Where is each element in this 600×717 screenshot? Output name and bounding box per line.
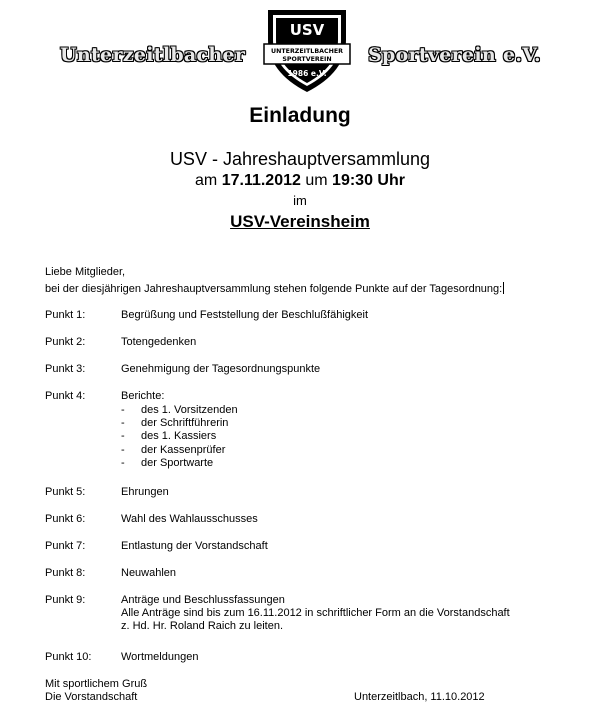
logo-year: 1986 e.V. xyxy=(287,69,327,78)
bullet-dash: - xyxy=(121,417,125,429)
agenda-label-7: Punkt 7: xyxy=(45,540,86,552)
club-name-left: Unterzeitlbacher xyxy=(60,44,246,66)
event-time: 19:30 xyxy=(332,172,373,189)
agenda-text-1: Begrüßung und Feststellung der Beschlußfähigkeit xyxy=(121,309,369,321)
logo-band-line2: SPORTVEREIN xyxy=(282,56,332,63)
im-word: im xyxy=(293,193,307,208)
agenda-text-3: Genehmigung der Tagesordnungspunkte xyxy=(121,363,321,375)
agenda-text-6: Wahl des Wahlausschusses xyxy=(121,513,258,525)
venue: USV-Vereinsheim xyxy=(230,212,370,231)
logo-top-text: USV xyxy=(289,21,325,39)
closing-signature: Die Vorstandschaft xyxy=(45,691,138,703)
place-and-date: Unterzeitlbach, 11.10.2012 xyxy=(354,691,485,703)
event-name: USV - Jahreshauptversammlung xyxy=(169,149,431,169)
agenda-label-1: Punkt 1: xyxy=(45,309,86,321)
bullet-dash: - xyxy=(121,457,125,469)
intro-line xyxy=(45,282,504,295)
event-date-line xyxy=(0,172,600,190)
agenda-label-9: Punkt 9: xyxy=(45,594,86,606)
letterhead xyxy=(0,0,600,100)
agenda-text-5: Ehrungen xyxy=(121,486,169,498)
agenda-text-2: Totengedenken xyxy=(121,336,197,348)
agenda-label-8: Punkt 8: xyxy=(45,567,86,579)
greeting: Liebe Mitglieder, xyxy=(45,266,126,278)
agenda-label-6: Punkt 6: xyxy=(45,513,86,525)
agenda-9-note-line2: z. Hd. Hr. Roland Raich zu leiten. xyxy=(121,620,284,632)
bullet-dash: - xyxy=(121,404,125,416)
uhr-word: Uhr xyxy=(377,172,405,189)
agenda-label-3: Punkt 3: xyxy=(45,363,86,375)
agenda-text-4: Berichte: xyxy=(121,390,165,402)
am-word: am xyxy=(195,172,218,189)
agenda-text-9: Anträge und Beschlussfassungen xyxy=(121,594,285,606)
closing-regards: Mit sportlichem Gruß xyxy=(45,678,148,690)
logo-band-line1: UNTERZEITLBACHER xyxy=(270,48,344,55)
bullet-dash: - xyxy=(121,430,125,442)
agenda-label-10: Punkt 10: xyxy=(45,651,92,663)
bullet-dash: - xyxy=(121,444,125,456)
agenda-label-4: Punkt 4: xyxy=(45,390,86,402)
club-name-right: Sportverein e.V. xyxy=(368,44,541,66)
agenda-label-5: Punkt 5: xyxy=(45,486,86,498)
document-title: Einladung xyxy=(249,104,351,127)
event-date: 17.11.2012 xyxy=(221,172,301,189)
text-cursor xyxy=(503,282,504,294)
usv-shield-logo xyxy=(262,6,352,94)
agenda-label-2: Punkt 2: xyxy=(45,336,86,348)
agenda-text-7: Entlastung der Vorstandschaft xyxy=(121,540,268,552)
agenda-text-8: Neuwahlen xyxy=(121,567,177,579)
agenda-9-note-line1: Alle Anträge sind bis zum 16.11.2012 in schriftlicher Form an die Vorstandschaft xyxy=(121,607,510,619)
intro-text: bei der diesjährigen Jahreshauptversammlung stehen folgende Punkte auf der Tagesordnung: xyxy=(45,283,503,295)
agenda-text-10: Wortmeldungen xyxy=(121,651,199,663)
um-word: um xyxy=(305,172,328,189)
